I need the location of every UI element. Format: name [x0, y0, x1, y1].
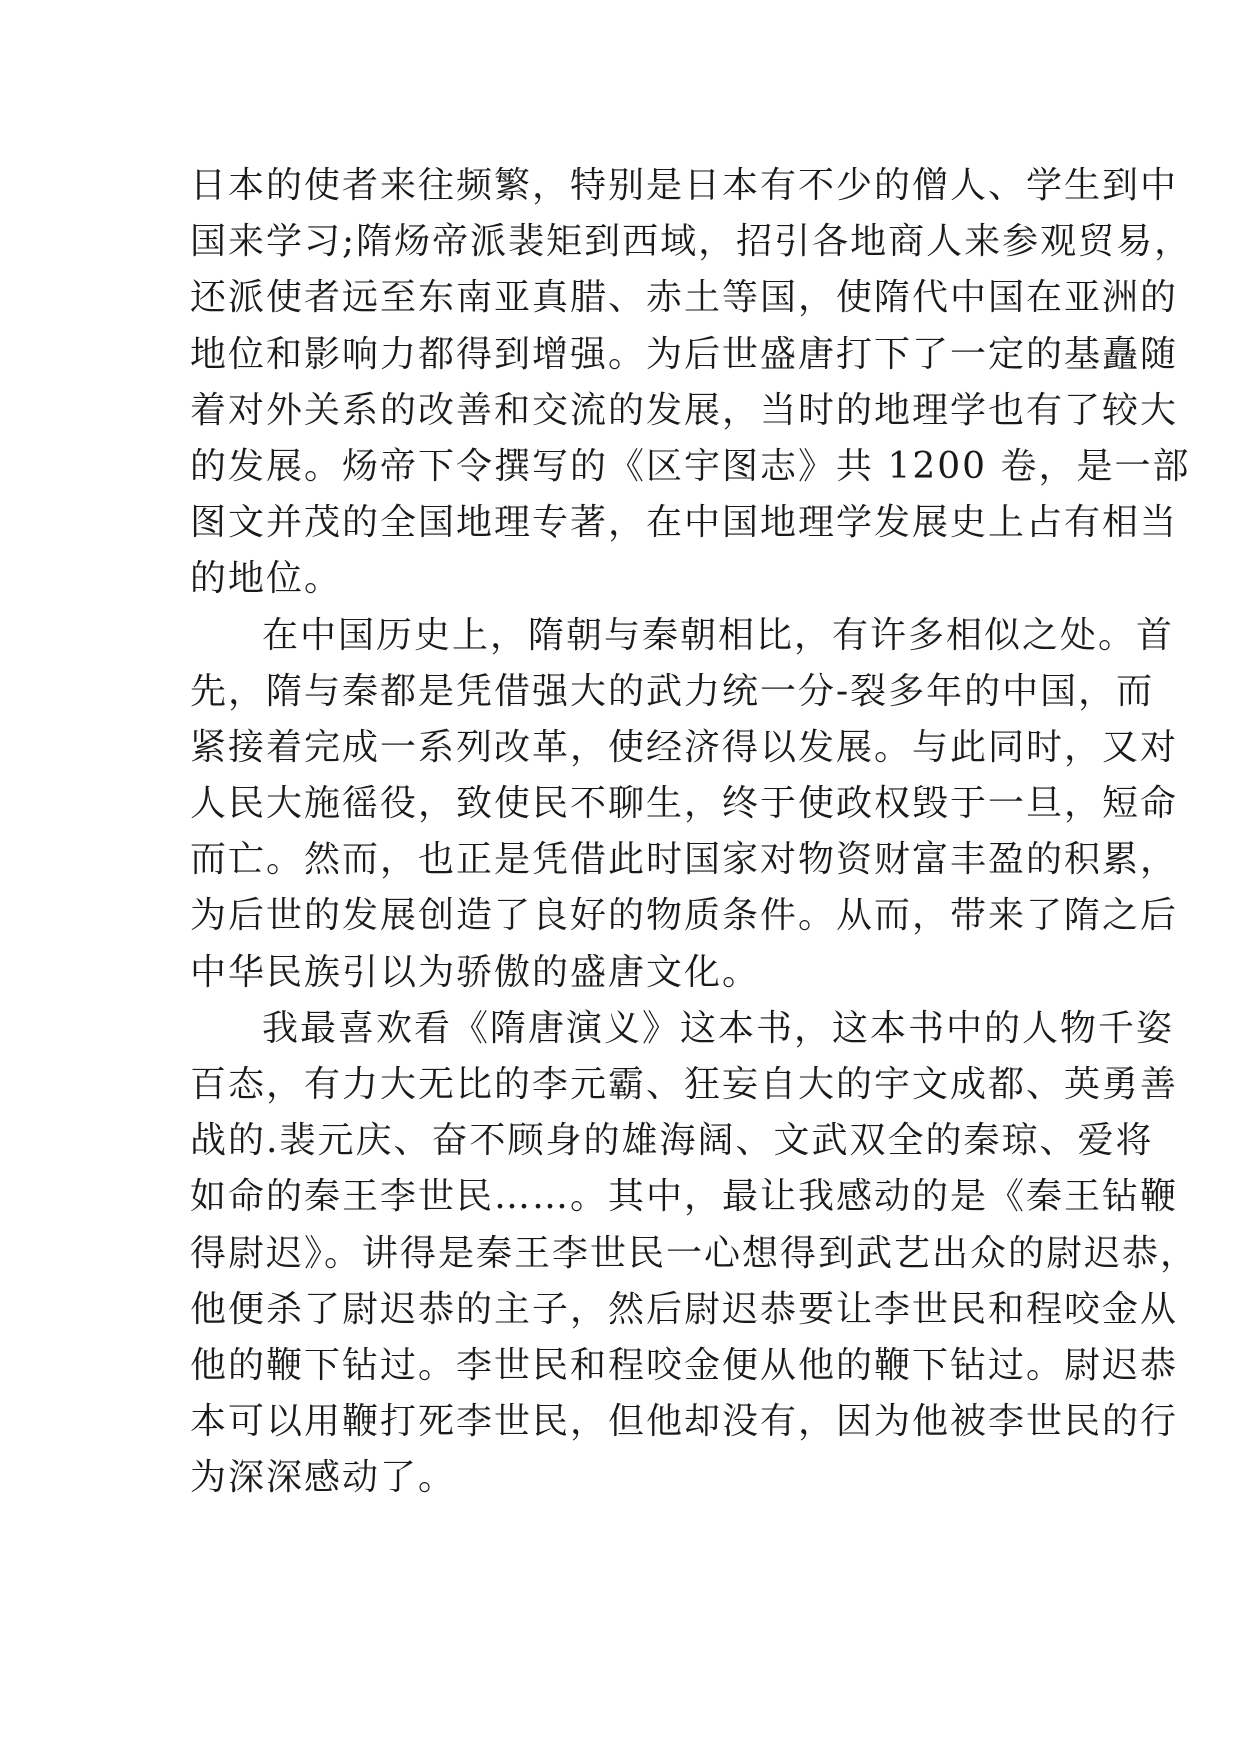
paragraph-3-line-3: 战的.裴元庆、奋不顾身的雄海阔、文武双全的秦琼、爱将 [190, 1120, 1154, 1162]
paragraph-3-line-8: 本可以用鞭打死李世民，但他却没有，因为他被李世民的行 [190, 1401, 1179, 1443]
paragraph-3-line-1: 我最喜欢看《隋唐演义》这本书，这本书中的人物千姿 [262, 1007, 1175, 1049]
paragraph-2-line-4: 人民大施徭役，致使民不聊生，终于使政权毁于一旦，短命 [190, 783, 1179, 825]
paragraph-2-line-2: 先，隋与秦都是凭借强大的武力统一分-裂多年的中国，而 [190, 670, 1155, 712]
paragraph-3-line-7: 他的鞭下钻过。李世民和程咬金便从他的鞭下钻过。尉迟恭 [190, 1344, 1179, 1386]
paragraph-1-line-6: 的发展。炀帝下令撰写的《区宇图志》共 1200 卷，是一部 [190, 445, 1191, 487]
paragraph-3-line-6: 他便杀了尉迟恭的主子，然后尉迟恭要让李世民和程咬金从 [190, 1288, 1179, 1330]
paragraph-1-line-8: 的地位。 [190, 558, 343, 600]
paragraph-2-line-5: 而亡。然而，也正是凭借此时国家对物资财富丰盈的积累， [190, 839, 1179, 881]
paragraph-1-line-2: 国来学习;隋炀帝派裴矩到西域，招引各地商人来参观贸易， [190, 221, 1193, 263]
paragraph-1-line-3: 还派使者远至东南亚真腊、赤土等国，使隋代中国在亚洲的 [190, 277, 1179, 319]
paragraph-3-line-5: 得尉迟》。讲得是秦王李世民一心想得到武艺出众的尉迟恭， [190, 1232, 1199, 1274]
paragraph-2-line-1: 在中国历史上，隋朝与秦朝相比，有许多相似之处。首 [262, 614, 1175, 656]
paragraph-3-line-2: 百态，有力大无比的李元霸、狂妄自大的宇文成都、英勇善 [190, 1064, 1179, 1105]
paragraph-1-line-7: 图文并茂的全国地理专著，在中国地理学发展史上占有相当 [190, 502, 1179, 544]
paragraph-3-line-4: 如命的秦王李世民……。其中，最让我感动的是《秦王钻鞭 [190, 1176, 1179, 1218]
document-body [190, 158, 1199, 1507]
paragraph-1-line-1: 日本的使者来往频繁，特别是日本有不少的僧人、学生到中 [190, 165, 1179, 206]
paragraph-2-line-6: 为后世的发展创造了良好的物质条件。从而，带来了隋之后 [190, 895, 1179, 937]
paragraph-2-line-7: 中华民族引以为骄傲的盛唐文化。 [190, 951, 761, 993]
paragraph-1-line-4: 地位和影响力都得到增强。为后世盛唐打下了一定的基矗随 [190, 333, 1179, 375]
paragraph-1-line-5: 着对外关系的改善和交流的发展，当时的地理学也有了较大 [190, 389, 1179, 431]
paragraph-3-line-9: 为深深感动了。 [190, 1457, 457, 1499]
paragraph-2-line-3: 紧接着完成一系列改革，使经济得以发展。与此同时，又对 [190, 726, 1179, 768]
